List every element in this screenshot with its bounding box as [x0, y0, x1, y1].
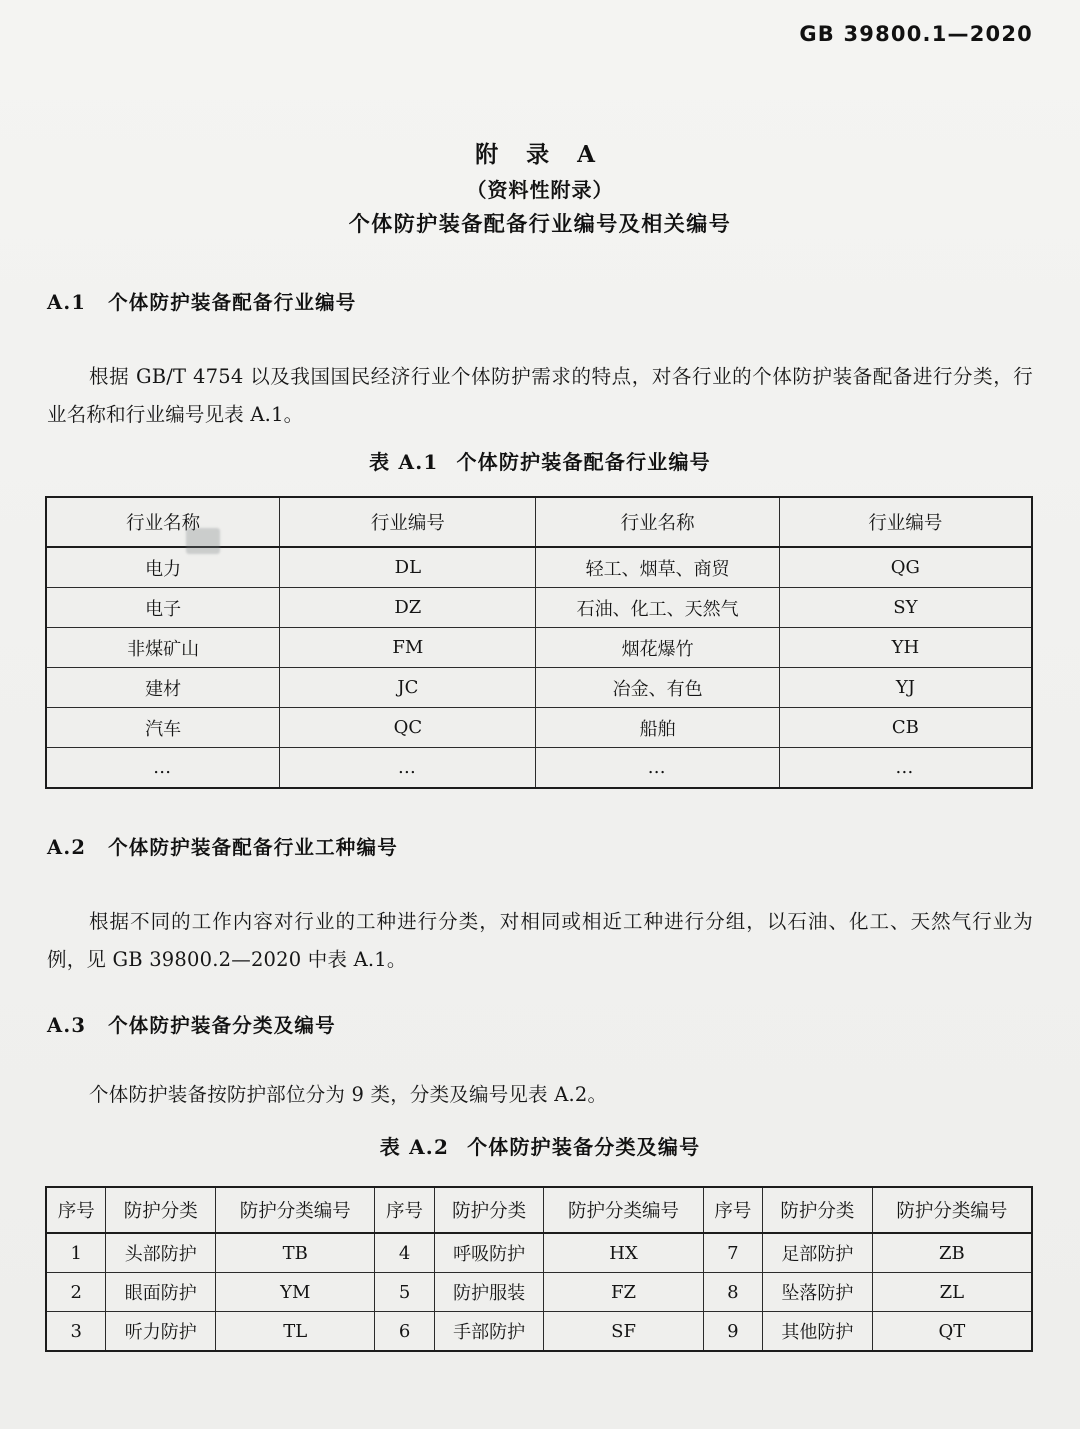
table-a1-header-cell: 行业名称	[46, 497, 280, 547]
table-a1-cell: …	[536, 748, 779, 789]
table-a2-header-cell: 防护分类编号	[872, 1187, 1032, 1233]
table-a1-cell: 烟花爆竹	[536, 628, 779, 668]
table-a1-cell: DL	[280, 547, 536, 588]
table-a1-cell: QG	[779, 547, 1032, 588]
table-a2-header-cell: 防护分类	[434, 1187, 544, 1233]
table-row	[46, 547, 1032, 588]
table-a1-cell: YH	[779, 628, 1032, 668]
table-a2-cell: ZL	[872, 1273, 1032, 1312]
table-a2-cell: 防护服装	[434, 1273, 544, 1312]
clause-number-a2: A.2	[47, 836, 87, 859]
table-a2-cell: FZ	[544, 1273, 703, 1312]
table-a2-cell: 呼吸防护	[434, 1233, 544, 1273]
table-a1-cell: 建材	[46, 668, 280, 708]
table-a2-caption-number: 表 A.2	[379, 1135, 450, 1159]
table-a2-header-row	[46, 1187, 1032, 1233]
table-a1-header-cell: 行业名称	[536, 497, 779, 547]
table-a2-cell: 6	[375, 1312, 434, 1352]
table-a2-cell: 7	[703, 1233, 762, 1273]
table-a1-cell: JC	[280, 668, 536, 708]
table-a2-cell: 听力防护	[106, 1312, 216, 1352]
clause-heading-a3	[47, 1010, 336, 1038]
table-a1-header-cell: 行业编号	[779, 497, 1032, 547]
table-a1-cell: …	[779, 748, 1032, 789]
table-a2-cell: 1	[46, 1233, 106, 1273]
table-a1-cell: 电子	[46, 588, 280, 628]
table-a2-cell: 手部防护	[434, 1312, 544, 1352]
table-a2-cell: 足部防护	[763, 1233, 873, 1273]
table-a1	[45, 496, 1033, 789]
table-a1-header-cell: 行业编号	[280, 497, 536, 547]
table-a2-cell: QT	[872, 1312, 1032, 1352]
table-a2	[45, 1186, 1033, 1352]
table-a1-caption-number: 表 A.1	[369, 450, 439, 474]
clause-heading-a1	[47, 287, 357, 315]
table-row	[46, 708, 1032, 748]
table-a2-cell: 8	[703, 1273, 762, 1312]
table-a2-cell: 眼面防护	[106, 1273, 216, 1312]
table-a2-header-cell: 序号	[46, 1187, 106, 1233]
running-header-standard-number: GB 39800.1—2020	[799, 22, 1033, 46]
appendix-kind: （资料性附录）	[466, 178, 614, 202]
table-a1-cell: DZ	[280, 588, 536, 628]
table-row	[46, 748, 1032, 789]
table-a1-cell: 汽车	[46, 708, 280, 748]
table-a2-cell: HX	[544, 1233, 703, 1273]
clause-number-a1: A.1	[47, 291, 87, 314]
table-a2-header-cell: 序号	[703, 1187, 762, 1233]
table-row	[46, 668, 1032, 708]
clause-number-a3: A.3	[47, 1014, 87, 1037]
table-a1-cell: QC	[280, 708, 536, 748]
table-a1-cell: 轻工、烟草、商贸	[536, 547, 779, 588]
table-a2-cell: 9	[703, 1312, 762, 1352]
table-a1-cell: CB	[779, 708, 1032, 748]
table-a2-cell: TL	[216, 1312, 375, 1352]
table-a1-cell: 石油、化工、天然气	[536, 588, 779, 628]
table-a2-caption	[0, 1131, 1080, 1160]
table-a2-header-cell: 防护分类	[763, 1187, 873, 1233]
table-a1-cell: 船舶	[536, 708, 779, 748]
table-a1-cell: SY	[779, 588, 1032, 628]
clause-title-a3: 个体防护装备分类及编号	[108, 1014, 336, 1037]
table-a1-caption	[0, 446, 1080, 475]
table-row	[46, 1312, 1032, 1352]
table-row	[46, 1233, 1032, 1273]
table-a2-header-cell: 防护分类	[106, 1187, 216, 1233]
table-a1-cell: …	[280, 748, 536, 789]
table-a2-cell: ZB	[872, 1233, 1032, 1273]
table-a1-cell: …	[46, 748, 280, 789]
table-a1-cell: YJ	[779, 668, 1032, 708]
table-a1-header-row	[46, 497, 1032, 547]
table-a2-caption-title: 个体防护装备分类及编号	[467, 1135, 701, 1159]
table-a2-header-cell: 序号	[375, 1187, 434, 1233]
table-a1-cell: 电力	[46, 547, 280, 588]
table-row	[46, 628, 1032, 668]
table-a1-cell: FM	[280, 628, 536, 668]
table-a1-cell: 非煤矿山	[46, 628, 280, 668]
paragraph-a1: 根据 GB/T 4754 以及我国国民经济行业个体防护需求的特点，对各行业的个体防护装备配备进行分类，行业名称和行业编号见表 A.1。	[47, 365, 1033, 426]
table-a2-cell: 坠落防护	[763, 1273, 873, 1312]
table-a2-header-cell: 防护分类编号	[544, 1187, 703, 1233]
table-a2-header-cell: 防护分类编号	[216, 1187, 375, 1233]
clause-title-a1: 个体防护装备配备行业编号	[108, 291, 357, 314]
table-row	[46, 588, 1032, 628]
table-a2-cell: YM	[216, 1273, 375, 1312]
paragraph-a2: 根据不同的工作内容对行业的工种进行分类，对相同或相近工种进行分组，以石油、化工、天然气行业为例，见 GB 39800.2—2020 中表 A.1。	[47, 910, 1033, 971]
table-a2-cell: SF	[544, 1312, 703, 1352]
table-a2-cell: 3	[46, 1312, 106, 1352]
appendix-label: 附 录 A	[475, 141, 605, 168]
table-a1-caption-title: 个体防护装备配备行业编号	[456, 450, 711, 474]
table-a2-cell: 头部防护	[106, 1233, 216, 1273]
clause-heading-a2	[47, 832, 398, 860]
appendix-name: 个体防护装备配备行业编号及相关编号	[348, 211, 732, 236]
table-a2-cell: TB	[216, 1233, 375, 1273]
table-a2-cell: 5	[375, 1273, 434, 1312]
paragraph-a3: 个体防护装备按防护部位分为 9 类，分类及编号见表 A.2。	[89, 1083, 608, 1106]
table-a2-cell: 4	[375, 1233, 434, 1273]
table-a2-cell: 2	[46, 1273, 106, 1312]
table-a1-cell: 冶金、有色	[536, 668, 779, 708]
clause-title-a2: 个体防护装备配备行业工种编号	[108, 836, 398, 859]
table-row	[46, 1273, 1032, 1312]
table-a2-cell: 其他防护	[763, 1312, 873, 1352]
